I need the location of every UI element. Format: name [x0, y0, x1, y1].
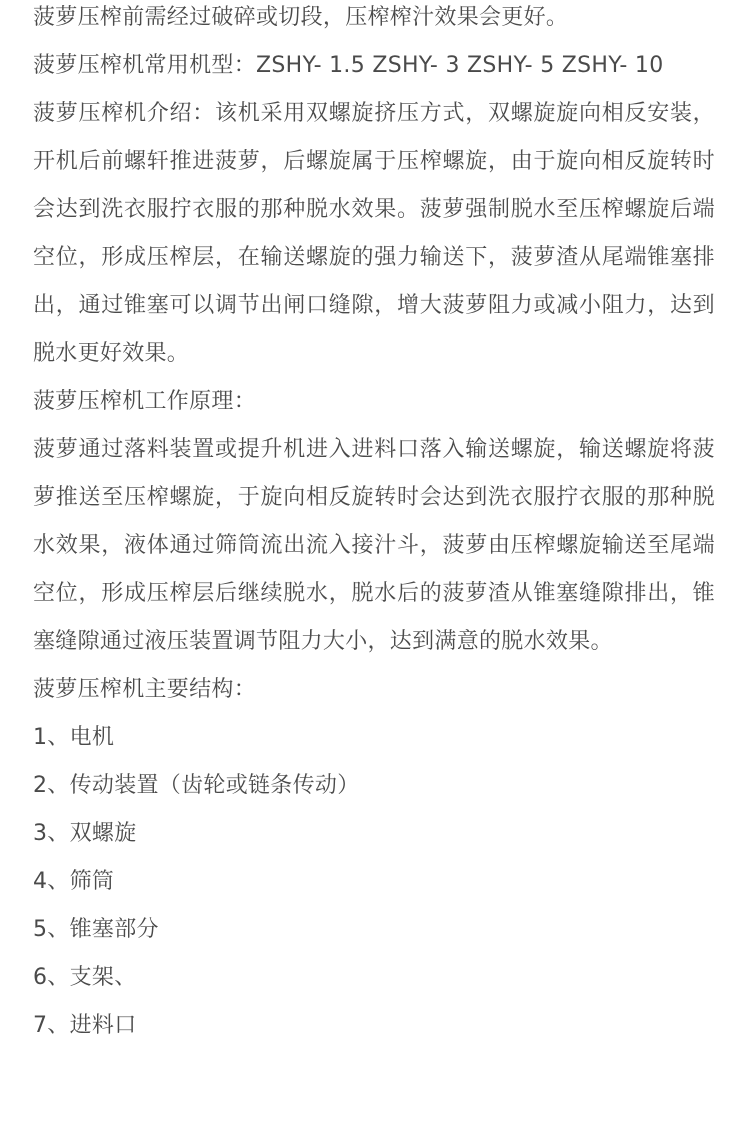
list-item: 2、传动装置（齿轮或链条传动）	[33, 773, 360, 798]
list-item: 6、支架、	[33, 965, 137, 990]
list-item: 1、电机	[33, 725, 115, 750]
list-item: 3、双螺旋	[33, 821, 137, 846]
principle-paragraph: 菠萝通过落料装置或提升机进入进料口落入输送螺旋，输送螺旋将菠萝推送至压榨螺旋，于旋向相反旋转时会达到洗衣服拧衣服的那种脱水效果，液体通过筛筒流出流入接汁斗，菠萝由压榨螺旋输送至尾端空位，形成压榨层后继续脱水，脱水后的菠萝渣从锥塞缝隙排出，锥塞缝隙通过液压装置调节阻力大小，达到满意的脱水效果。	[33, 437, 715, 654]
list-item: 4、筛筒	[33, 869, 115, 894]
intro-paragraph: 菠萝压榨前需经过破碎或切段，压榨榨汁效果会更好。	[33, 5, 569, 30]
models-paragraph: 菠萝压榨机常用机型：ZSHY- 1.5 ZSHY- 3 ZSHY- 5 ZSHY- 10	[33, 53, 664, 78]
article-body	[33, 0, 715, 1050]
list-item: 5、锥塞部分	[33, 917, 159, 942]
list-item: 7、进料口	[33, 1013, 137, 1038]
structure-list	[33, 714, 715, 1050]
principle-heading: 菠萝压榨机工作原理：	[33, 389, 257, 414]
description-paragraph: 菠萝压榨机介绍：该机采用双螺旋挤压方式，双螺旋旋向相反安装，开机后前螺轩推进菠萝，后螺旋属于压榨螺旋，由于旋向相反旋转时会达到洗衣服拧衣服的那种脱水效果。菠萝强制脱水至压榨螺旋后端空位，形成压榨层，在输送螺旋的强力输送下，菠萝渣从尾端锥塞排出，通过锥塞可以调节出闸口缝隙，增大菠萝阻力或减小阻力，达到脱水更好效果。	[33, 101, 715, 366]
structure-heading: 菠萝压榨机主要结构：	[33, 677, 257, 702]
